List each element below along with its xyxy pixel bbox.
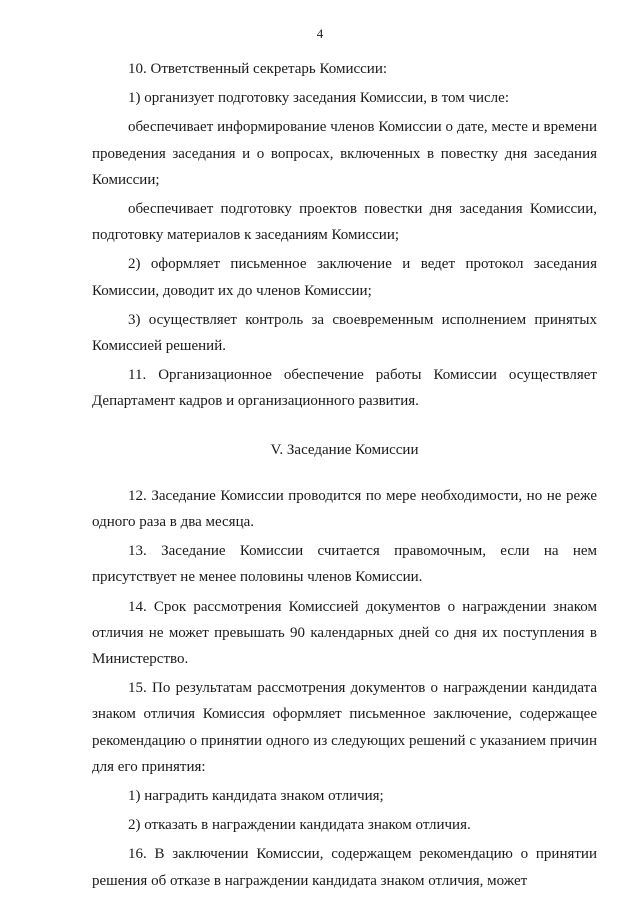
document-body bbox=[92, 56, 597, 894]
paragraph-12: 12. Заседание Комиссии проводится по мере необходимости, но не реже одного раза в два месяца. bbox=[92, 487, 597, 531]
paragraph-15-item-2: 2) отказать в награждении кандидата знаком отличия. bbox=[128, 817, 471, 834]
page-number: 4 bbox=[316, 26, 324, 41]
paragraph-10-item-1: 1) организует подготовку заседания Комиссии, в том числе: bbox=[128, 90, 509, 107]
paragraph-13: 13. Заседание Комиссии считается правомочным, если на нем присутствует не менее половины членов Комиссии. bbox=[92, 543, 597, 586]
paragraph-15: 15. По результатам рассмотрения документов о награждении кандидата знаком отличия Комиссия оформляет письменное заключение, содержащее рекомендацию о принятии одного из следующих решений с указанием причин для его принятия: bbox=[92, 680, 597, 775]
paragraph-10: 10. Ответственный секретарь Комиссии: bbox=[128, 61, 388, 77]
paragraph-16: 16. В заключении Комиссии, содержащем рекомендацию о принятии решения об отказе в награждении кандидата знаком отличия, может bbox=[92, 846, 597, 889]
paragraph-14: 14. Срок рассмотрения Комиссией документов о награждении знаком отличия не может превышать 90 календарных дней со дня их поступления в Министерство. bbox=[92, 598, 597, 668]
section-heading: V. Заседание Комиссии bbox=[270, 441, 419, 458]
paragraph-informing: обеспечивает информирование членов Комиссии о дате, месте и времени проведения заседания и о вопросах, включенных в повестку дня заседания Комиссии; bbox=[92, 119, 597, 188]
paragraph-agenda: обеспечивает подготовку проектов повестки дня заседания Комиссии, подготовку материалов к заседаниям Комиссии; bbox=[92, 201, 597, 244]
paragraph-11: 11. Организационное обеспечение работы Комиссии осуществляет Департамент кадров и организационного развития. bbox=[92, 367, 597, 410]
paragraph-15-item-1: 1) наградить кандидата знаком отличия; bbox=[128, 788, 384, 805]
paragraph-10-item-3: 3) осуществляет контроль за своевременным исполнением принятых Комиссией решений. bbox=[92, 311, 597, 355]
paragraph-10-item-2: 2) оформляет письменное заключение и ведет протокол заседания Комиссии, доводит их до членов Комиссии; bbox=[92, 256, 597, 299]
